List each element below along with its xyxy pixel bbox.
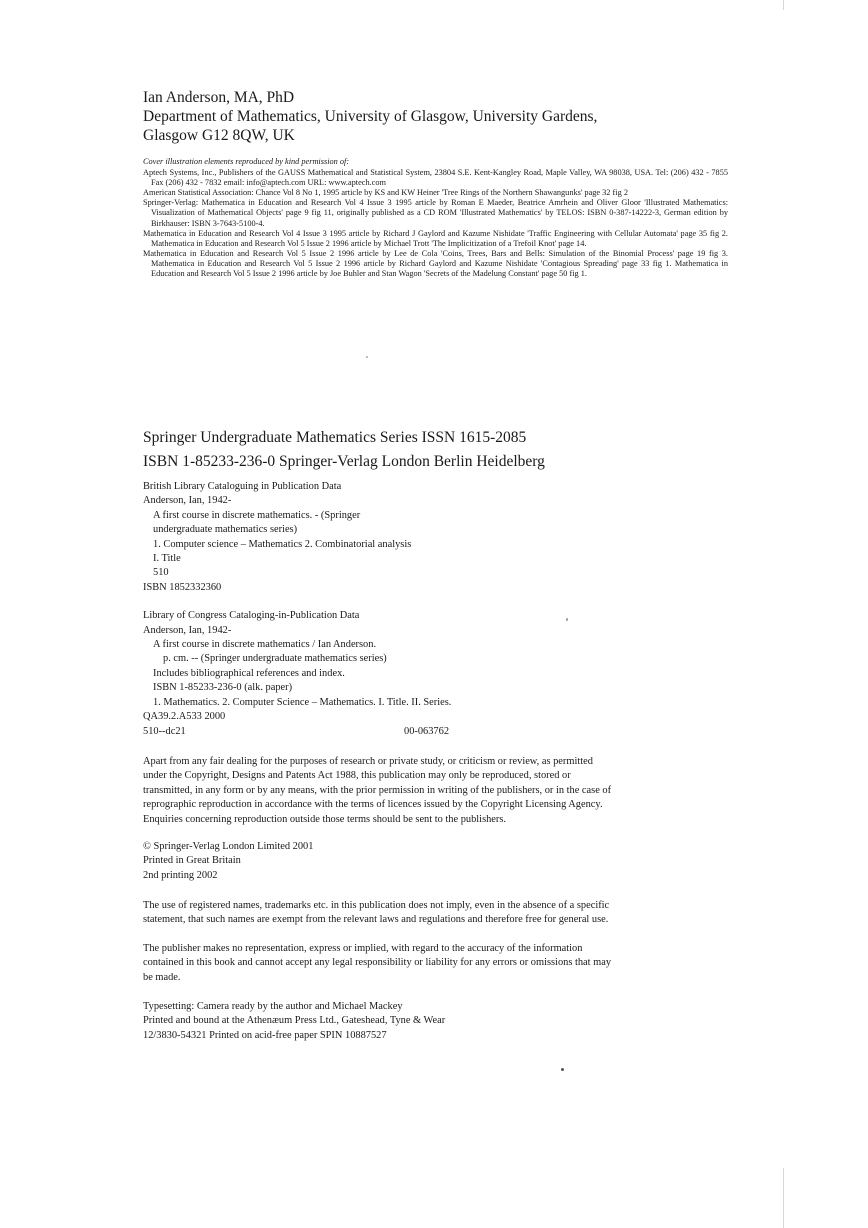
page-edge-top [783,0,784,10]
scan-speck [561,1068,564,1071]
trademarks-paragraph [143,899,728,928]
cover-credits [143,157,728,279]
rights-line-4: reprographic reproduction in accordance with the terms of licences issued by the Copyright Licensing Agency. [143,799,603,811]
printing: 2nd printing 2002 [143,869,218,881]
british-cip-title-1: A first course in discrete mathematics. - (Springer [153,509,361,521]
series-block [143,426,545,473]
rights-line-5: Enquiries concerning reproduction outside those terms should be sent to the publishers. [143,813,507,825]
typesetting: Typesetting: Camera ready by the author and Michael Mackey [143,1001,403,1012]
copyright-line: © Springer-Verlag London Limited 2001 [143,841,314,852]
lc-cip-refs: Includes bibliographical references and index. [153,667,345,679]
trademarks-line-1: The use of registered names, trademarks etc. in this publication does not imply, even in the absence of a specific [143,900,610,911]
print-codes: 12/3830-54321 Printed on acid-free paper SPIN 10887527 [143,1029,387,1041]
cataloguing-data [143,480,451,739]
author-block [143,88,597,145]
production-block [143,1000,728,1043]
lc-cip-isbn: ISBN 1-85233-236-0 (alk. paper) [153,682,293,694]
trademarks-line-2: statement, that such names are exempt from the relevant laws and regulations and therefore free for general use. [143,914,609,926]
rights-line-3: transmitted, in any form or by any means, with the prior permission in writing of the publishers, or in the case of [143,784,612,796]
lc-cip-heading: Library of Congress Cataloging-in-Publication Data [143,610,360,622]
credit-asa: American Statistical Association: Chance Vol 8 No 1, 1995 article by KS and KW Heiner 'Tree Rings of the Northern Shawangunks' page 32 fig 2 [143,188,628,198]
rights-paragraph [143,755,728,827]
lc-cip-dewey: 510--dc21 [143,725,186,737]
lc-cip-author: Anderson, Ian, 1942- [143,624,232,636]
author-department: Department of Mathematics, University of Glasgow, University Gardens, [143,108,598,125]
british-cip-subjects: 1. Computer science – Mathematics 2. Combinatorial analysis [153,538,412,550]
disclaimer-paragraph [143,942,728,985]
british-cip-author: Anderson, Ian, 1942- [143,495,232,507]
credit-mathematica-2: Mathematica in Education and Research Vol 5 Issue 2 1996 article by Lee de Cola 'Coins, Trees, Bars and Bells: Simulation of the Binomial Process' page 19 fig 3. Mathematica in Education and Research Vol 5 Issue 2 1996 article by Richard Gaylord and Kazume Nishidate 'Contagious Spreading' page 33 fig 1. Mathematica in Education and Research Vol 5 Issue 2 1996 article by Joe Buhler and Stan Wagon 'Secrets of the Madelung Constant' page 50 fig 1. [143,248,728,279]
lc-cip-callno: QA39.2.A533 2000 [143,711,226,723]
british-cip-title-entry: I. Title [153,553,181,565]
disclaimer-line-1: The publisher makes no representation, express or implied, with regard to the accuracy of the information [143,943,583,954]
credit-aptech: Aptech Systems, Inc., Publishers of the GAUSS Mathematical and Statistical System, 23804 S.E. Kent-Kangley Road, Maple Valley, WA 98038, USA. Tel: (206) 432 - 7855 Fax (206) 432 - 7832 email: info@aptech.com URL: www.aptech.com [143,168,728,188]
disclaimer-line-2: contained in this book and cannot accept any legal responsibility or liability for any errors or omissions that may [143,957,612,969]
credit-mathematica-1: Mathematica in Education and Research Vol 4 Issue 3 1995 article by Richard J Gaylord and Kazume Nishidate 'Traffic Engineering with Cellular Automata' page 35 fig 2. Mathematica in Education and Research Vol 5 Issue 2 1996 article by Michael Trott 'The Implicitization of a Trefoil Knot' page 14. [143,228,728,248]
author-name: Ian Anderson, MA, PhD [143,89,295,106]
credit-springer: Springer-Verlag: Mathematica in Education and Research Vol 4 Issue 3 1995 article by Roman E Maeder, Beatrice Amrhein and Oliver Gloor 'Illustrated Mathematics: Visualization of Mathematical Objects' page 9 fig 11, originally published as a CD ROM 'Illustrated Mathematics' by TELOS: ISBN 0-387-14222-3, German edition by Birkhauser: ISBN 3-7643-5100-4. [143,198,728,228]
author-city: Glasgow G12 8QW, UK [143,127,295,144]
page-edge-bottom [783,1168,784,1228]
british-cip-isbn: ISBN 1852332360 [143,581,222,593]
disclaimer-line-3: be made. [143,971,181,983]
british-cip-title-2: undergraduate mathematics series) [153,524,298,536]
scan-speck [566,618,568,621]
copyright-notice [143,840,728,883]
british-cip-class: 510 [153,567,169,579]
series-issn: Springer Undergraduate Mathematics Series ISSN 1615-2085 [143,429,527,446]
british-cip-heading: British Library Cataloguing in Publication Data [143,481,342,492]
lc-cip-title: A first course in discrete mathematics / Ian Anderson. [153,639,377,651]
printed-in: Printed in Great Britain [143,855,241,867]
lc-cip-dewey-row [143,725,451,739]
lc-cip-subjects: 1. Mathematics. 2. Computer Science – Mathematics. I. Title. II. Series. [153,696,452,708]
scan-speck [366,356,368,358]
lc-cip-pages: p. cm. -- (Springer undergraduate mathematics series) [163,653,387,665]
rights-line-1: Apart from any fair dealing for the purposes of research or private study, or criticism or review, as permitted [143,756,593,767]
cover-credits-intro: Cover illustration elements reproduced by kind permission of: [143,157,350,166]
rights-line-2: under the Copyright, Designs and Patents Act 1988, this publication may only be reproduced, stored or [143,770,571,782]
series-isbn: ISBN 1-85233-236-0 Springer-Verlag London Berlin Heidelberg [143,452,545,470]
printed-bound: Printed and bound at the Athenæum Press Ltd., Gateshead, Tyne & Wear [143,1015,446,1027]
lc-cip-lccn: 00-063762 [404,725,450,737]
